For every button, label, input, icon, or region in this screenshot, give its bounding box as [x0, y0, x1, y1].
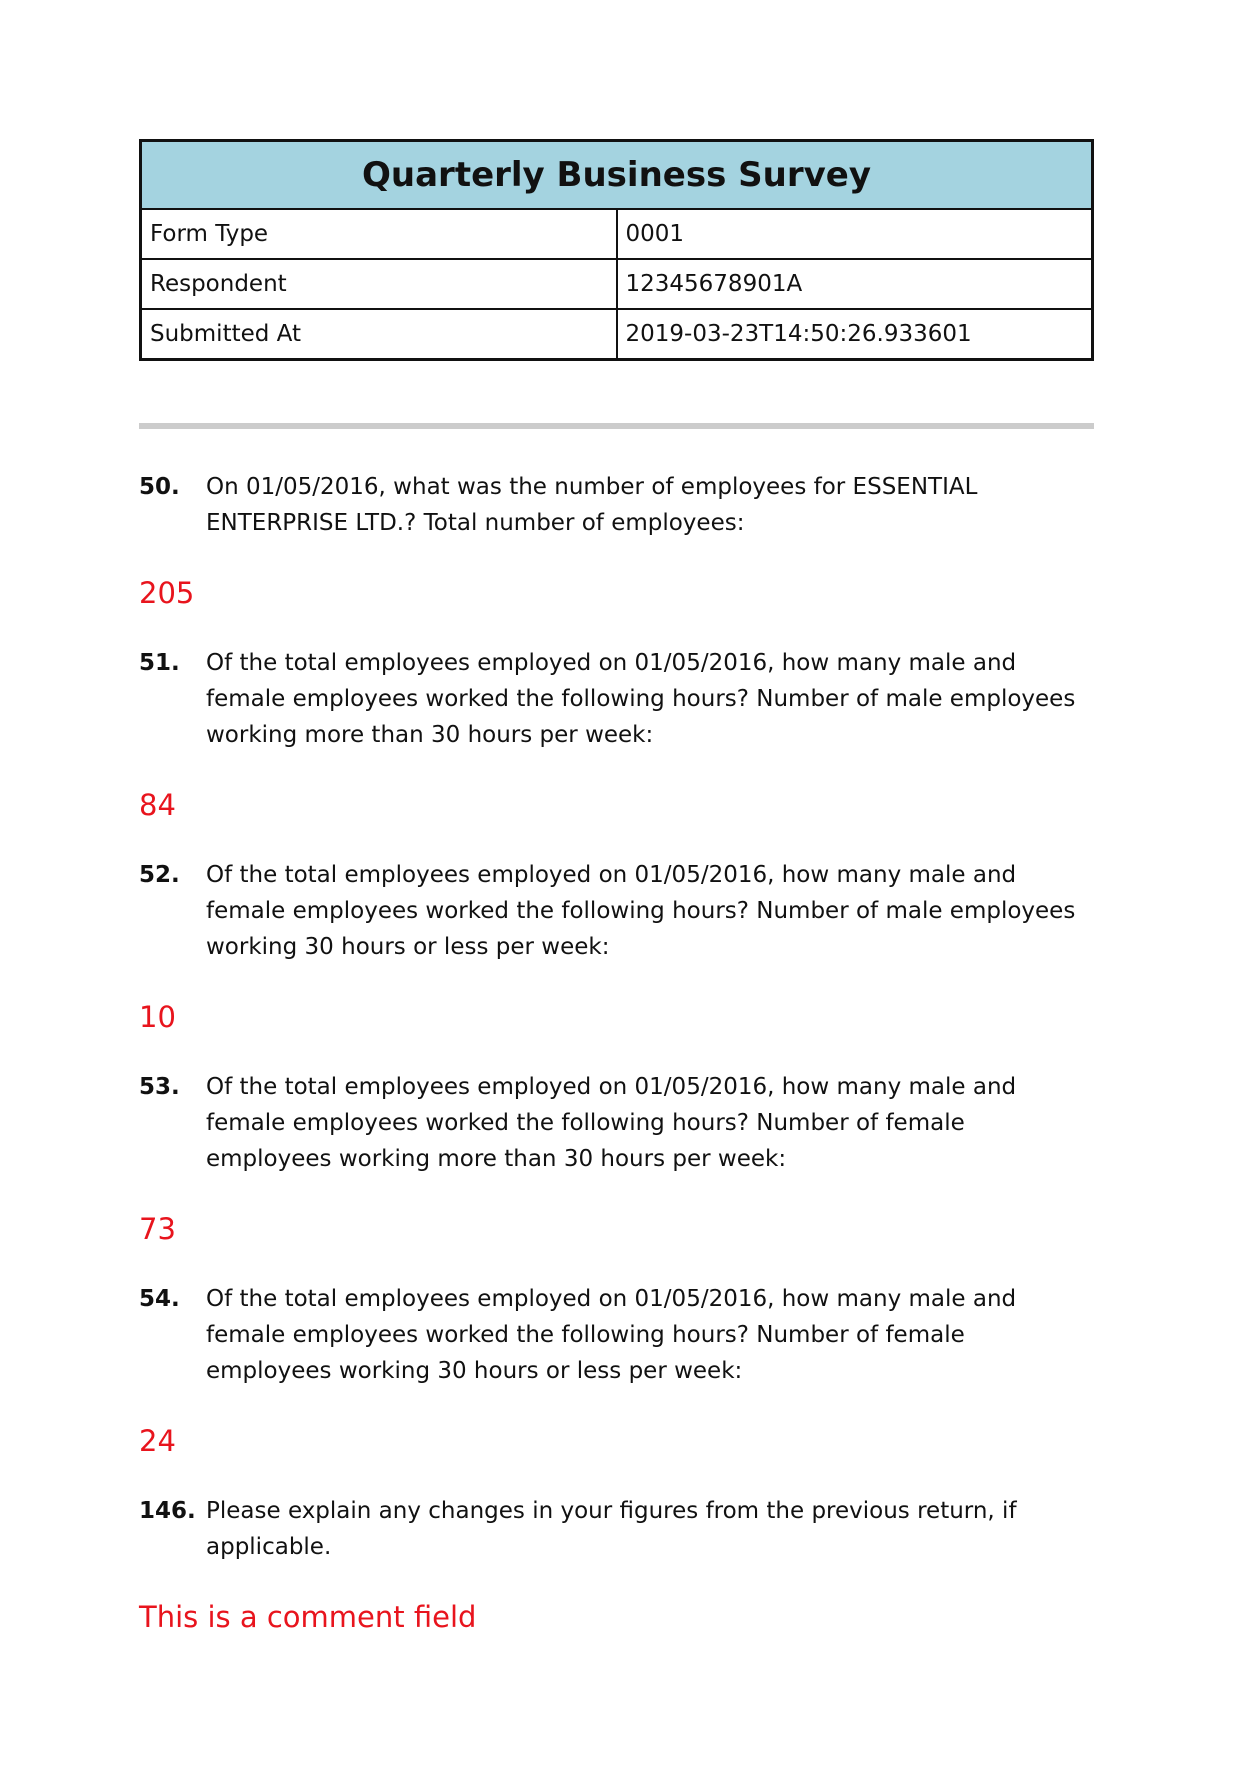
question-number: 54. — [139, 1286, 180, 1312]
survey-page — [139, 139, 1094, 1669]
answer-52: 10 — [139, 1000, 176, 1034]
question-item — [139, 1069, 1094, 1247]
question-number: 52. — [139, 862, 180, 888]
question-51 — [139, 645, 1094, 753]
question-item — [139, 1281, 1094, 1459]
question-52 — [139, 857, 1094, 965]
question-item — [139, 857, 1094, 1035]
question-number: 146. — [139, 1498, 196, 1524]
submitted-at-label: Submitted At — [141, 309, 617, 360]
question-list — [139, 469, 1094, 1635]
answer-50: 205 — [139, 576, 195, 610]
question-text: Of the total employees employed on 01/05/2016, how many male and female employees worked the following hours? Number of male employees working 30 hours or less per week: — [206, 862, 1076, 960]
table-row — [141, 209, 1093, 259]
question-text: Of the total employees employed on 01/05/2016, how many male and female employees worked the following hours? Number of female employees working 30 hours or less per week: — [206, 1286, 1017, 1384]
question-number: 53. — [139, 1074, 180, 1100]
question-50 — [139, 469, 1094, 541]
answer-146: This is a comment field — [139, 1600, 477, 1634]
question-number: 50. — [139, 474, 180, 500]
answer-54: 24 — [139, 1424, 176, 1458]
question-text: Of the total employees employed on 01/05/2016, how many male and female employees worked the following hours? Number of male employees working more than 30 hours per week: — [206, 650, 1076, 748]
answer-51: 84 — [139, 788, 176, 822]
survey-info-table — [139, 139, 1094, 361]
survey-title: Quarterly Business Survey — [141, 141, 1093, 210]
question-text: Please explain any changes in your figures from the previous return, if applicable. — [206, 1498, 1017, 1560]
section-divider — [139, 423, 1094, 429]
question-number: 51. — [139, 650, 180, 676]
question-text: Of the total employees employed on 01/05/2016, how many male and female employees worked the following hours? Number of female employees working more than 30 hours per week: — [206, 1074, 1017, 1172]
question-53 — [139, 1069, 1094, 1177]
question-item — [139, 469, 1094, 611]
form-type-value: 0001 — [617, 209, 1093, 259]
question-item — [139, 645, 1094, 823]
table-row — [141, 309, 1093, 360]
question-146 — [139, 1493, 1094, 1565]
respondent-value: 12345678901A — [617, 259, 1093, 309]
question-text: On 01/05/2016, what was the number of employees for ESSENTIAL ENTERPRISE LTD.? Total number of employees: — [206, 474, 978, 536]
form-type-label: Form Type — [141, 209, 617, 259]
submitted-at-value: 2019-03-23T14:50:26.933601 — [617, 309, 1093, 360]
respondent-label: Respondent — [141, 259, 617, 309]
answer-53: 73 — [139, 1212, 176, 1246]
question-54 — [139, 1281, 1094, 1389]
table-row — [141, 259, 1093, 309]
question-item — [139, 1493, 1094, 1635]
